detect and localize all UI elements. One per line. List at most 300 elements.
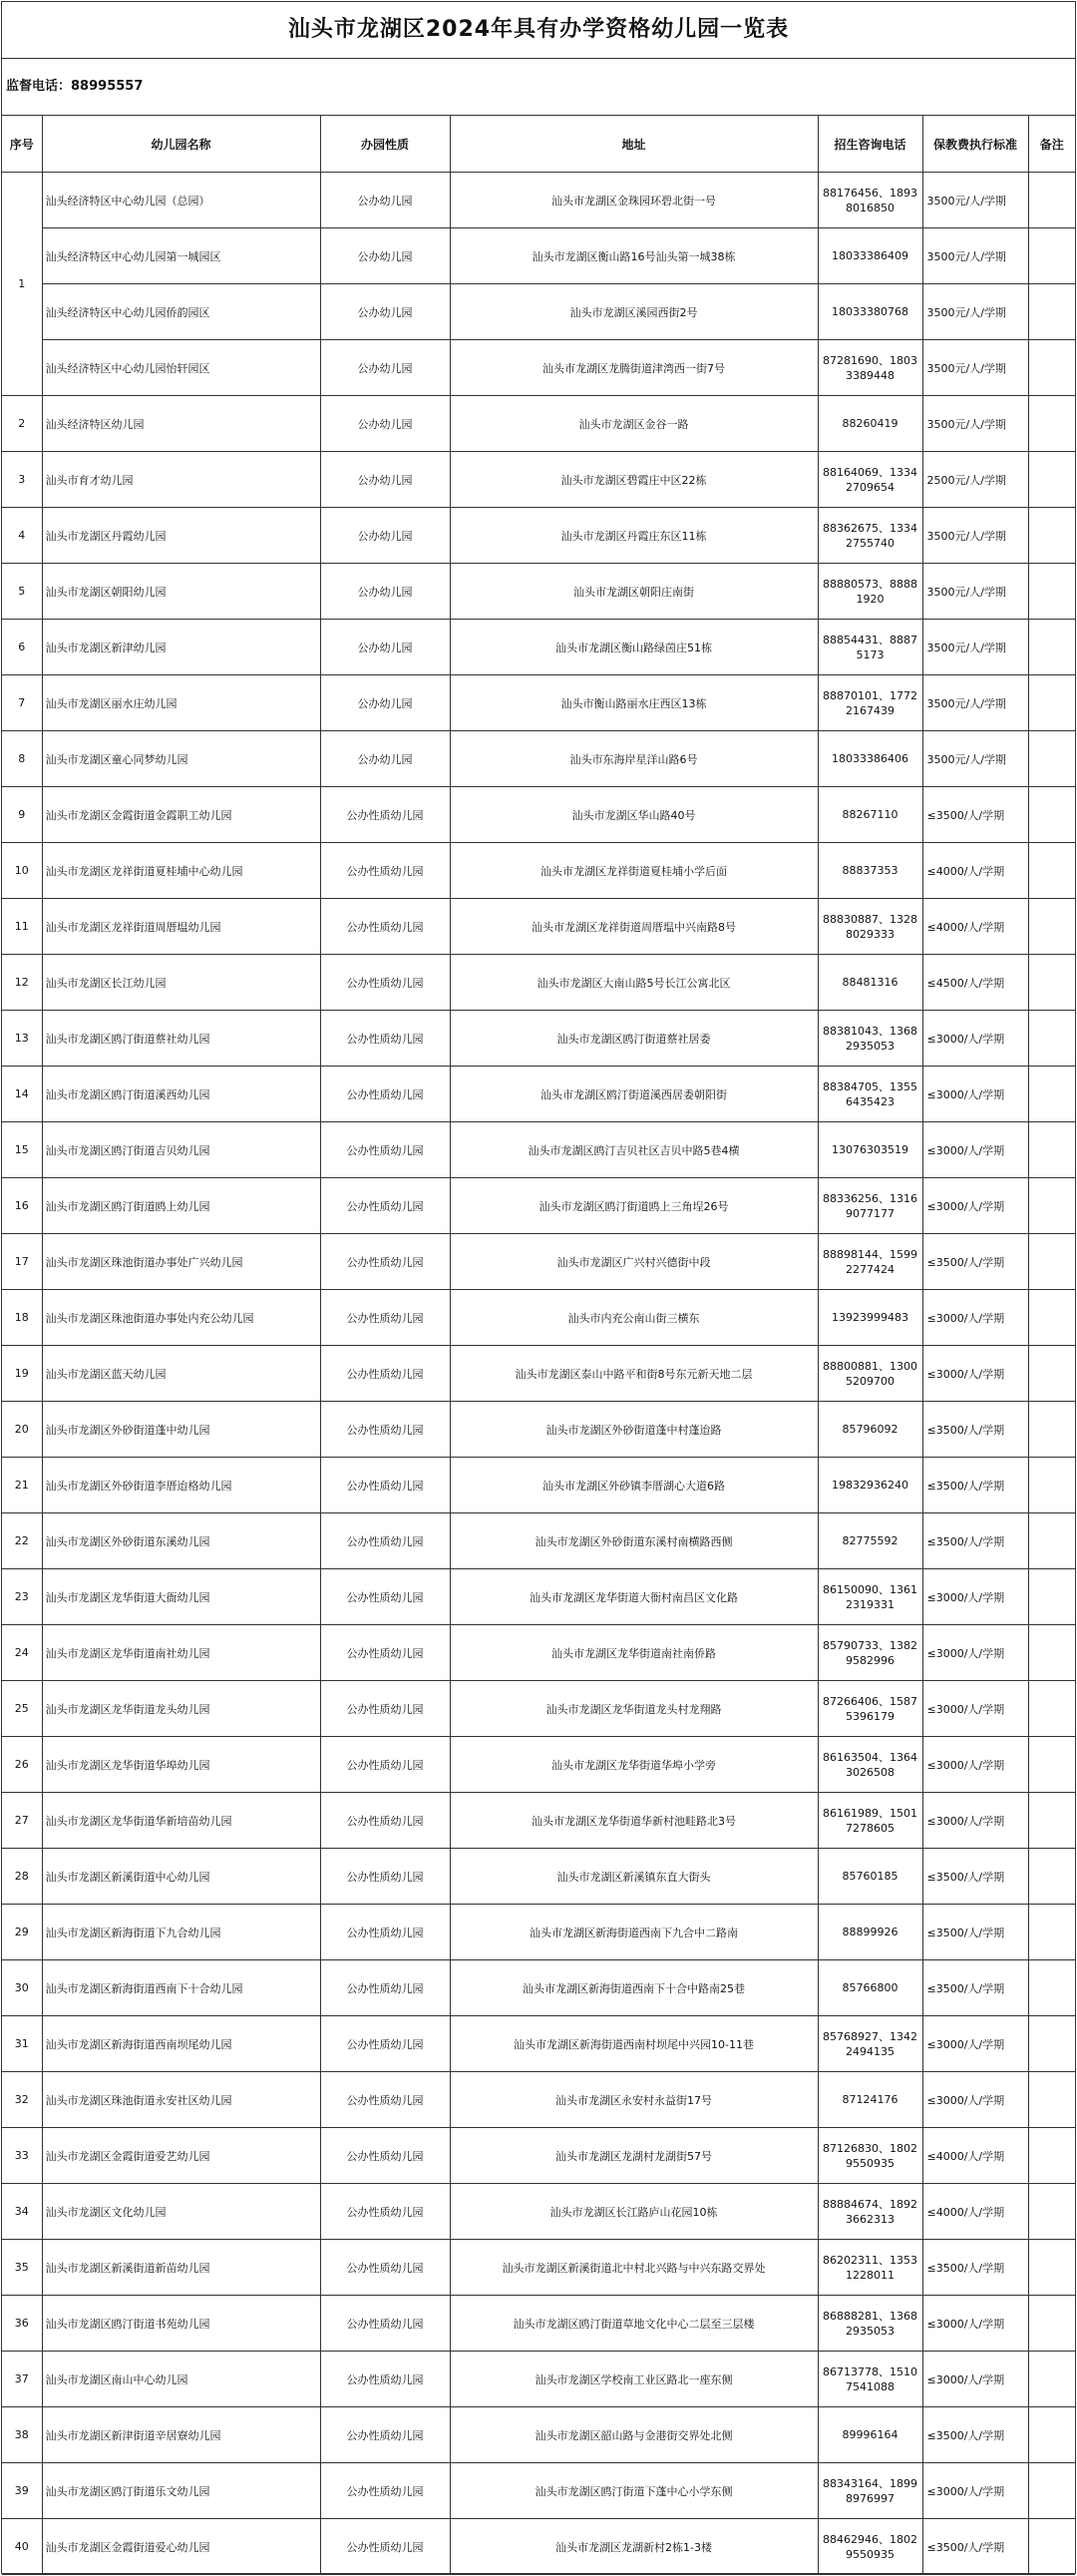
kindergarten-type: 公办性质幼儿园 bbox=[320, 787, 450, 843]
remark bbox=[1028, 731, 1075, 787]
table-row bbox=[2, 1067, 1075, 1122]
table-row bbox=[2, 452, 1075, 508]
enrollment-phone: 88381043、13682935053 bbox=[818, 1011, 922, 1067]
enrollment-phone: 13076303519 bbox=[818, 1122, 922, 1178]
enrollment-phone: 85760185 bbox=[818, 1849, 922, 1905]
enrollment-phone: 86150090、13612319331 bbox=[818, 1569, 922, 1625]
row-number: 6 bbox=[2, 620, 42, 675]
kindergarten-address: 汕头市龙湖区龙华街道华埠小学旁 bbox=[450, 1737, 818, 1793]
tuition-standard: ≤3000/人/学期 bbox=[922, 2463, 1028, 2519]
enrollment-phone: 85766800 bbox=[818, 1960, 922, 2016]
remark bbox=[1028, 1625, 1075, 1681]
tuition-standard: ≤4000/人/学期 bbox=[922, 843, 1028, 899]
table-row bbox=[2, 2072, 1075, 2128]
row-number: 35 bbox=[2, 2240, 42, 2296]
kindergarten-type: 公办性质幼儿园 bbox=[320, 1122, 450, 1178]
kindergarten-name: 汕头市龙湖区朝阳幼儿园 bbox=[42, 564, 320, 620]
kindergarten-address: 汕头市龙湖区华山路40号 bbox=[450, 787, 818, 843]
table-row bbox=[2, 1737, 1075, 1793]
enrollment-phone: 88898144、15992277424 bbox=[818, 1234, 922, 1290]
row-number: 9 bbox=[2, 787, 42, 843]
row-number: 1 bbox=[2, 173, 42, 396]
tuition-standard: 3500元/人/学期 bbox=[922, 340, 1028, 396]
kindergarten-address: 汕头市龙湖区外砂街道东溪村南横路西侧 bbox=[450, 1513, 818, 1569]
table-row bbox=[2, 1290, 1075, 1346]
kindergarten-type: 公办性质幼儿园 bbox=[320, 2072, 450, 2128]
enrollment-phone: 87124176 bbox=[818, 2072, 922, 2128]
enrollment-phone: 18033380768 bbox=[818, 284, 922, 340]
row-number: 19 bbox=[2, 1346, 42, 1402]
tuition-standard: ≤3500/人/学期 bbox=[922, 1960, 1028, 2016]
table-row bbox=[2, 1960, 1075, 2016]
row-number: 12 bbox=[2, 955, 42, 1011]
tuition-standard: 3500元/人/学期 bbox=[922, 731, 1028, 787]
table-row bbox=[2, 899, 1075, 955]
tuition-standard: ≤3500/人/学期 bbox=[922, 2519, 1028, 2575]
kindergarten-address: 汕头市龙湖区龙祥街道周厝塭中兴南路8号 bbox=[450, 899, 818, 955]
kindergarten-type: 公办幼儿园 bbox=[320, 452, 450, 508]
row-number: 38 bbox=[2, 2407, 42, 2463]
remark bbox=[1028, 1178, 1075, 1234]
remark bbox=[1028, 173, 1075, 228]
kindergarten-type: 公办性质幼儿园 bbox=[320, 2463, 450, 2519]
remark bbox=[1028, 228, 1075, 284]
remark bbox=[1028, 564, 1075, 620]
kindergarten-type: 公办性质幼儿园 bbox=[320, 2240, 450, 2296]
remark bbox=[1028, 1737, 1075, 1793]
enrollment-phone: 88481316 bbox=[818, 955, 922, 1011]
kindergarten-address: 汕头市龙湖区龙湖村龙湖街57号 bbox=[450, 2128, 818, 2184]
row-number: 7 bbox=[2, 675, 42, 731]
row-number: 39 bbox=[2, 2463, 42, 2519]
table-row bbox=[2, 2296, 1075, 2352]
kindergarten-type: 公办性质幼儿园 bbox=[320, 1346, 450, 1402]
supervision-label: 监督电话： bbox=[6, 79, 72, 94]
kindergarten-name: 汕头市龙湖区鸥汀街道溪西幼儿园 bbox=[42, 1067, 320, 1122]
kindergarten-type: 公办性质幼儿园 bbox=[320, 2016, 450, 2072]
remark bbox=[1028, 284, 1075, 340]
kindergarten-address: 汕头市龙湖区长江路庐山花园10栋 bbox=[450, 2184, 818, 2240]
kindergarten-name: 汕头市龙湖区珠池街道办事处广兴幼儿园 bbox=[42, 1234, 320, 1290]
remark bbox=[1028, 1011, 1075, 1067]
enrollment-phone: 86163504、13643026508 bbox=[818, 1737, 922, 1793]
tuition-standard: 3500元/人/学期 bbox=[922, 675, 1028, 731]
header-no: 序号 bbox=[2, 116, 42, 173]
remark bbox=[1028, 2519, 1075, 2575]
row-number: 23 bbox=[2, 1569, 42, 1625]
kindergarten-name: 汕头市龙湖区龙祥街道周厝塭幼儿园 bbox=[42, 899, 320, 955]
tuition-standard: ≤3000/人/学期 bbox=[922, 1178, 1028, 1234]
tuition-standard: ≤3000/人/学期 bbox=[922, 1569, 1028, 1625]
kindergarten-name: 汕头市龙湖区外砂街道蓬中幼儿园 bbox=[42, 1402, 320, 1458]
remark bbox=[1028, 1346, 1075, 1402]
row-number: 4 bbox=[2, 508, 42, 564]
remark bbox=[1028, 1681, 1075, 1737]
kindergarten-type: 公办性质幼儿园 bbox=[320, 2296, 450, 2352]
table-row bbox=[2, 2519, 1075, 2575]
kindergarten-name: 汕头市育才幼儿园 bbox=[42, 452, 320, 508]
kindergarten-name: 汕头市龙湖区新津街道辛居寮幼儿园 bbox=[42, 2407, 320, 2463]
kindergarten-type: 公办幼儿园 bbox=[320, 508, 450, 564]
kindergarten-name: 汕头市龙湖区新海街道西南下十合幼儿园 bbox=[42, 1960, 320, 2016]
kindergarten-name: 汕头经济特区中心幼儿园第一城园区 bbox=[42, 228, 320, 284]
tuition-standard: ≤3000/人/学期 bbox=[922, 2072, 1028, 2128]
enrollment-phone: 88899926 bbox=[818, 1905, 922, 1960]
table-row bbox=[2, 1905, 1075, 1960]
kindergarten-address: 汕头市龙湖区鸥汀街道鸥上三角埕26号 bbox=[450, 1178, 818, 1234]
kindergarten-address: 汕头市龙湖区韶山路与金港街交界处北侧 bbox=[450, 2407, 818, 2463]
table-row bbox=[2, 2240, 1075, 2296]
tuition-standard: ≤3000/人/学期 bbox=[922, 2016, 1028, 2072]
tuition-standard: ≤3000/人/学期 bbox=[922, 2296, 1028, 2352]
kindergarten-type: 公办性质幼儿园 bbox=[320, 1458, 450, 1513]
tuition-standard: ≤3000/人/学期 bbox=[922, 1011, 1028, 1067]
enrollment-phone: 86161989、15017278605 bbox=[818, 1793, 922, 1849]
remark bbox=[1028, 1402, 1075, 1458]
remark bbox=[1028, 675, 1075, 731]
table-row bbox=[2, 1625, 1075, 1681]
row-number: 36 bbox=[2, 2296, 42, 2352]
table-row bbox=[2, 508, 1075, 564]
kindergarten-address: 汕头市龙湖区学校南工业区路北一座东侧 bbox=[450, 2352, 818, 2407]
kindergarten-name: 汕头市龙湖区金霞街道金霞职工幼儿园 bbox=[42, 787, 320, 843]
kindergarten-address: 汕头市龙湖区广兴村兴德街中段 bbox=[450, 1234, 818, 1290]
row-number: 37 bbox=[2, 2352, 42, 2407]
remark bbox=[1028, 340, 1075, 396]
kindergarten-name: 汕头市龙湖区鸥汀街道书苑幼儿园 bbox=[42, 2296, 320, 2352]
enrollment-phone: 89996164 bbox=[818, 2407, 922, 2463]
tuition-standard: ≤3500/人/学期 bbox=[922, 1402, 1028, 1458]
kindergarten-type: 公办性质幼儿园 bbox=[320, 1402, 450, 1458]
remark bbox=[1028, 1849, 1075, 1905]
kindergarten-type: 公办幼儿园 bbox=[320, 620, 450, 675]
row-number: 3 bbox=[2, 452, 42, 508]
table-row bbox=[2, 2407, 1075, 2463]
kindergarten-address: 汕头市内充公南山街三横东 bbox=[450, 1290, 818, 1346]
enrollment-phone: 18033386406 bbox=[818, 731, 922, 787]
enrollment-phone: 85768927、13422494135 bbox=[818, 2016, 922, 2072]
kindergarten-type: 公办性质幼儿园 bbox=[320, 2352, 450, 2407]
table-row bbox=[2, 620, 1075, 675]
enrollment-phone: 88260419 bbox=[818, 396, 922, 452]
kindergarten-name: 汕头市龙湖区龙华街道龙头幼儿园 bbox=[42, 1681, 320, 1737]
table-row bbox=[2, 228, 1075, 284]
row-number: 24 bbox=[2, 1625, 42, 1681]
table-row bbox=[2, 2463, 1075, 2519]
row-number: 10 bbox=[2, 843, 42, 899]
remark bbox=[1028, 2407, 1075, 2463]
supervision-phone bbox=[2, 59, 1075, 116]
kindergarten-name: 汕头市龙湖区鸥汀街道蔡社幼儿园 bbox=[42, 1011, 320, 1067]
kindergarten-name: 汕头市龙湖区鸥汀街道吉贝幼儿园 bbox=[42, 1122, 320, 1178]
kindergarten-type: 公办幼儿园 bbox=[320, 731, 450, 787]
enrollment-phone: 87266406、15875396179 bbox=[818, 1681, 922, 1737]
tuition-standard: ≤3500/人/学期 bbox=[922, 1849, 1028, 1905]
row-number: 2 bbox=[2, 396, 42, 452]
row-number: 21 bbox=[2, 1458, 42, 1513]
kindergarten-address: 汕头市龙湖区龙祥街道夏桂埔小学后面 bbox=[450, 843, 818, 899]
enrollment-phone: 85796092 bbox=[818, 1402, 922, 1458]
row-number: 30 bbox=[2, 1960, 42, 2016]
remark bbox=[1028, 1513, 1075, 1569]
kindergarten-name: 汕头市龙湖区蓝天幼儿园 bbox=[42, 1346, 320, 1402]
remark bbox=[1028, 787, 1075, 843]
enrollment-phone: 88854431、88875173 bbox=[818, 620, 922, 675]
kindergarten-type: 公办幼儿园 bbox=[320, 284, 450, 340]
kindergarten-type: 公办性质幼儿园 bbox=[320, 1569, 450, 1625]
kindergarten-type: 公办性质幼儿园 bbox=[320, 2519, 450, 2575]
tuition-standard: ≤4500/人/学期 bbox=[922, 955, 1028, 1011]
kindergarten-name: 汕头市龙湖区龙华街道华埠幼儿园 bbox=[42, 1737, 320, 1793]
remark bbox=[1028, 1793, 1075, 1849]
row-number: 25 bbox=[2, 1681, 42, 1737]
kindergarten-name: 汕头经济特区中心幼儿园怡轩园区 bbox=[42, 340, 320, 396]
tuition-standard: 3500元/人/学期 bbox=[922, 228, 1028, 284]
kindergarten-name: 汕头市龙湖区南山中心幼儿园 bbox=[42, 2352, 320, 2407]
tuition-standard: 3500元/人/学期 bbox=[922, 173, 1028, 228]
kindergarten-address: 汕头市龙湖区朝阳庄南街 bbox=[450, 564, 818, 620]
kindergarten-type: 公办性质幼儿园 bbox=[320, 2407, 450, 2463]
kindergarten-address: 汕头市龙湖区鸥汀街道下蓬中心小学东侧 bbox=[450, 2463, 818, 2519]
header-name: 幼儿园名称 bbox=[42, 116, 320, 173]
table-row bbox=[2, 1849, 1075, 1905]
kindergarten-address: 汕头市龙湖区鸥汀吉贝社区吉贝中路5巷4横 bbox=[450, 1122, 818, 1178]
kindergarten-address: 汕头市龙湖区金谷一路 bbox=[450, 396, 818, 452]
enrollment-phone: 88343164、18998976997 bbox=[818, 2463, 922, 2519]
table-row bbox=[2, 2128, 1075, 2184]
kindergarten-address: 汕头市龙湖区外砂街道蓬中村蓬迨路 bbox=[450, 1402, 818, 1458]
tuition-standard: ≤4000/人/学期 bbox=[922, 2184, 1028, 2240]
kindergarten-address: 汕头市龙湖区外砂镇李厝湖心大道6路 bbox=[450, 1458, 818, 1513]
tuition-standard: ≤3000/人/学期 bbox=[922, 1346, 1028, 1402]
row-number: 27 bbox=[2, 1793, 42, 1849]
row-number: 15 bbox=[2, 1122, 42, 1178]
kindergarten-address: 汕头市龙湖区溪园西街2号 bbox=[450, 284, 818, 340]
enrollment-phone: 82775592 bbox=[818, 1513, 922, 1569]
kindergarten-name: 汕头市龙湖区丽水庄幼儿园 bbox=[42, 675, 320, 731]
kindergarten-type: 公办性质幼儿园 bbox=[320, 1067, 450, 1122]
kindergarten-type: 公办性质幼儿园 bbox=[320, 1737, 450, 1793]
header-address: 地址 bbox=[450, 116, 818, 173]
tuition-standard: ≤3000/人/学期 bbox=[922, 1737, 1028, 1793]
kindergarten-name: 汕头市龙湖区龙华街道大衙幼儿园 bbox=[42, 1569, 320, 1625]
kindergarten-name: 汕头市龙湖区新津幼儿园 bbox=[42, 620, 320, 675]
row-number: 28 bbox=[2, 1849, 42, 1905]
row-number: 20 bbox=[2, 1402, 42, 1458]
kindergarten-name: 汕头市龙湖区外砂街道东溪幼儿园 bbox=[42, 1513, 320, 1569]
tuition-standard: ≤3500/人/学期 bbox=[922, 1458, 1028, 1513]
table-row bbox=[2, 396, 1075, 452]
kindergarten-name: 汕头市龙湖区鸥汀街道鸥上幼儿园 bbox=[42, 1178, 320, 1234]
kindergarten-name: 汕头市龙湖区龙祥街道夏桂埔中心幼儿园 bbox=[42, 843, 320, 899]
table-row bbox=[2, 1402, 1075, 1458]
tuition-standard: ≤3000/人/学期 bbox=[922, 1122, 1028, 1178]
enrollment-phone: 88830887、13288029333 bbox=[818, 899, 922, 955]
remark bbox=[1028, 1122, 1075, 1178]
row-number: 33 bbox=[2, 2128, 42, 2184]
remark bbox=[1028, 1458, 1075, 1513]
remark bbox=[1028, 1234, 1075, 1290]
enrollment-phone: 88336256、13169077177 bbox=[818, 1178, 922, 1234]
row-number: 11 bbox=[2, 899, 42, 955]
enrollment-phone: 13923999483 bbox=[818, 1290, 922, 1346]
kindergarten-address: 汕头市衡山路丽水庄西区13栋 bbox=[450, 675, 818, 731]
row-number: 18 bbox=[2, 1290, 42, 1346]
remark bbox=[1028, 620, 1075, 675]
remark bbox=[1028, 508, 1075, 564]
table-row bbox=[2, 1178, 1075, 1234]
kindergarten-type: 公办性质幼儿园 bbox=[320, 1960, 450, 2016]
table-row bbox=[2, 1513, 1075, 1569]
enrollment-phone: 86713778、15107541088 bbox=[818, 2352, 922, 2407]
kindergarten-type: 公办性质幼儿园 bbox=[320, 1793, 450, 1849]
enrollment-phone: 86202311、13531228011 bbox=[818, 2240, 922, 2296]
remark bbox=[1028, 2463, 1075, 2519]
enrollment-phone: 19832936240 bbox=[818, 1458, 922, 1513]
enrollment-phone: 88884674、18923662313 bbox=[818, 2184, 922, 2240]
kindergarten-address: 汕头市龙湖区新海街道西南下九合中二路南 bbox=[450, 1905, 818, 1960]
document-page bbox=[1, 1, 1076, 2574]
tuition-standard: ≤3500/人/学期 bbox=[922, 2407, 1028, 2463]
kindergarten-type: 公办幼儿园 bbox=[320, 564, 450, 620]
header-phone: 招生咨询电话 bbox=[818, 116, 922, 173]
row-number: 34 bbox=[2, 2184, 42, 2240]
enrollment-phone: 88800881、13005209700 bbox=[818, 1346, 922, 1402]
row-number: 29 bbox=[2, 1905, 42, 1960]
kindergarten-name: 汕头经济特区中心幼儿园侨韵园区 bbox=[42, 284, 320, 340]
table-row bbox=[2, 564, 1075, 620]
kindergarten-address: 汕头市龙湖区龙华街道南社南侨路 bbox=[450, 1625, 818, 1681]
remark bbox=[1028, 843, 1075, 899]
remark bbox=[1028, 955, 1075, 1011]
enrollment-phone: 88267110 bbox=[818, 787, 922, 843]
remark bbox=[1028, 452, 1075, 508]
kindergarten-type: 公办性质幼儿园 bbox=[320, 1178, 450, 1234]
kindergarten-type: 公办性质幼儿园 bbox=[320, 2184, 450, 2240]
kindergarten-address: 汕头市龙湖区丹霞庄东区11栋 bbox=[450, 508, 818, 564]
header-type: 办园性质 bbox=[320, 116, 450, 173]
kindergarten-type: 公办幼儿园 bbox=[320, 675, 450, 731]
kindergarten-type: 公办幼儿园 bbox=[320, 228, 450, 284]
row-number: 22 bbox=[2, 1513, 42, 1569]
tuition-standard: ≤3000/人/学期 bbox=[922, 1625, 1028, 1681]
table-row bbox=[2, 340, 1075, 396]
table-row bbox=[2, 1122, 1075, 1178]
kindergarten-type: 公办性质幼儿园 bbox=[320, 843, 450, 899]
row-number: 31 bbox=[2, 2016, 42, 2072]
kindergarten-address: 汕头市龙湖区龙湖新村2栋1-3楼 bbox=[450, 2519, 818, 2575]
tuition-standard: ≤3000/人/学期 bbox=[922, 1681, 1028, 1737]
kindergarten-address: 汕头市龙湖区碧霞庄中区22栋 bbox=[450, 452, 818, 508]
kindergarten-name: 汕头市龙湖区外砂街道李厝迨格幼儿园 bbox=[42, 1458, 320, 1513]
table-row bbox=[2, 2184, 1075, 2240]
header-fee: 保教费执行标准 bbox=[922, 116, 1028, 173]
kindergarten-type: 公办幼儿园 bbox=[320, 340, 450, 396]
table-row bbox=[2, 1681, 1075, 1737]
remark bbox=[1028, 2296, 1075, 2352]
kindergarten-type: 公办性质幼儿园 bbox=[320, 1011, 450, 1067]
kindergarten-name: 汕头市龙湖区新溪街道新苗幼儿园 bbox=[42, 2240, 320, 2296]
kindergarten-table bbox=[2, 116, 1075, 2575]
enrollment-phone: 18033386409 bbox=[818, 228, 922, 284]
row-number: 8 bbox=[2, 731, 42, 787]
kindergarten-name: 汕头市龙湖区鸥汀街道乐文幼儿园 bbox=[42, 2463, 320, 2519]
kindergarten-type: 公办性质幼儿园 bbox=[320, 1513, 450, 1569]
kindergarten-type: 公办性质幼儿园 bbox=[320, 1290, 450, 1346]
table-row bbox=[2, 1569, 1075, 1625]
remark bbox=[1028, 1569, 1075, 1625]
enrollment-phone: 88384705、13556435423 bbox=[818, 1067, 922, 1122]
kindergarten-type: 公办幼儿园 bbox=[320, 396, 450, 452]
kindergarten-name: 汕头市龙湖区新溪街道中心幼儿园 bbox=[42, 1849, 320, 1905]
row-number: 14 bbox=[2, 1067, 42, 1122]
kindergarten-address: 汕头市龙湖区衡山路绿茵庄51栋 bbox=[450, 620, 818, 675]
remark bbox=[1028, 2184, 1075, 2240]
enrollment-phone: 88462946、18029550935 bbox=[818, 2519, 922, 2575]
kindergarten-name: 汕头市龙湖区新海街道西南坝尾幼儿园 bbox=[42, 2016, 320, 2072]
kindergarten-address: 汕头市龙湖区新海街道西南村坝尾中兴园10-11巷 bbox=[450, 2016, 818, 2072]
kindergarten-address: 汕头市龙湖区永安村永益街17号 bbox=[450, 2072, 818, 2128]
kindergarten-name: 汕头市龙湖区童心同梦幼儿园 bbox=[42, 731, 320, 787]
tuition-standard: ≤4000/人/学期 bbox=[922, 899, 1028, 955]
tuition-standard: ≤3500/人/学期 bbox=[922, 1905, 1028, 1960]
kindergarten-address: 汕头市龙湖区鸥汀街道蔡社居委 bbox=[450, 1011, 818, 1067]
kindergarten-type: 公办性质幼儿园 bbox=[320, 1681, 450, 1737]
kindergarten-name: 汕头市龙湖区文化幼儿园 bbox=[42, 2184, 320, 2240]
kindergarten-type: 公办性质幼儿园 bbox=[320, 1234, 450, 1290]
table-row bbox=[2, 1011, 1075, 1067]
enrollment-phone: 87281690、18033389448 bbox=[818, 340, 922, 396]
kindergarten-address: 汕头市龙湖区龙华街道龙头村龙翔路 bbox=[450, 1681, 818, 1737]
kindergarten-name: 汕头市龙湖区龙华街道华新培苗幼儿园 bbox=[42, 1793, 320, 1849]
kindergarten-address: 汕头市龙湖区大南山路5号长江公寓北区 bbox=[450, 955, 818, 1011]
enrollment-phone: 88880573、88881920 bbox=[818, 564, 922, 620]
tuition-standard: ≤3000/人/学期 bbox=[922, 1793, 1028, 1849]
kindergarten-address: 汕头市龙湖区泰山中路平和街8号东元新天地二层 bbox=[450, 1346, 818, 1402]
kindergarten-name: 汕头市龙湖区珠池街道永安社区幼儿园 bbox=[42, 2072, 320, 2128]
enrollment-phone: 88164069、13342709654 bbox=[818, 452, 922, 508]
enrollment-phone: 85790733、13829582996 bbox=[818, 1625, 922, 1681]
row-number: 5 bbox=[2, 564, 42, 620]
enrollment-phone: 87126830、18029550935 bbox=[818, 2128, 922, 2184]
kindergarten-name: 汕头市龙湖区长江幼儿园 bbox=[42, 955, 320, 1011]
remark bbox=[1028, 2072, 1075, 2128]
kindergarten-type: 公办性质幼儿园 bbox=[320, 1849, 450, 1905]
row-number: 17 bbox=[2, 1234, 42, 1290]
table-row bbox=[2, 173, 1075, 228]
enrollment-phone: 88176456、18938016850 bbox=[818, 173, 922, 228]
tuition-standard: 2500元/人/学期 bbox=[922, 452, 1028, 508]
row-number: 40 bbox=[2, 2519, 42, 2575]
tuition-standard: ≤3500/人/学期 bbox=[922, 787, 1028, 843]
table-row bbox=[2, 731, 1075, 787]
enrollment-phone: 88362675、13342755740 bbox=[818, 508, 922, 564]
kindergarten-type: 公办性质幼儿园 bbox=[320, 1905, 450, 1960]
header-note: 备注 bbox=[1028, 116, 1075, 173]
remark bbox=[1028, 2016, 1075, 2072]
tuition-standard: 3500元/人/学期 bbox=[922, 620, 1028, 675]
tuition-standard: ≤3500/人/学期 bbox=[922, 1234, 1028, 1290]
row-number: 32 bbox=[2, 2072, 42, 2128]
remark bbox=[1028, 1067, 1075, 1122]
remark bbox=[1028, 2240, 1075, 2296]
enrollment-phone: 88837353 bbox=[818, 843, 922, 899]
table-row bbox=[2, 787, 1075, 843]
tuition-standard: ≤3000/人/学期 bbox=[922, 1067, 1028, 1122]
kindergarten-address: 汕头市龙湖区龙腾街道津湾西一街7号 bbox=[450, 340, 818, 396]
table-body bbox=[2, 173, 1075, 2575]
table-row bbox=[2, 675, 1075, 731]
